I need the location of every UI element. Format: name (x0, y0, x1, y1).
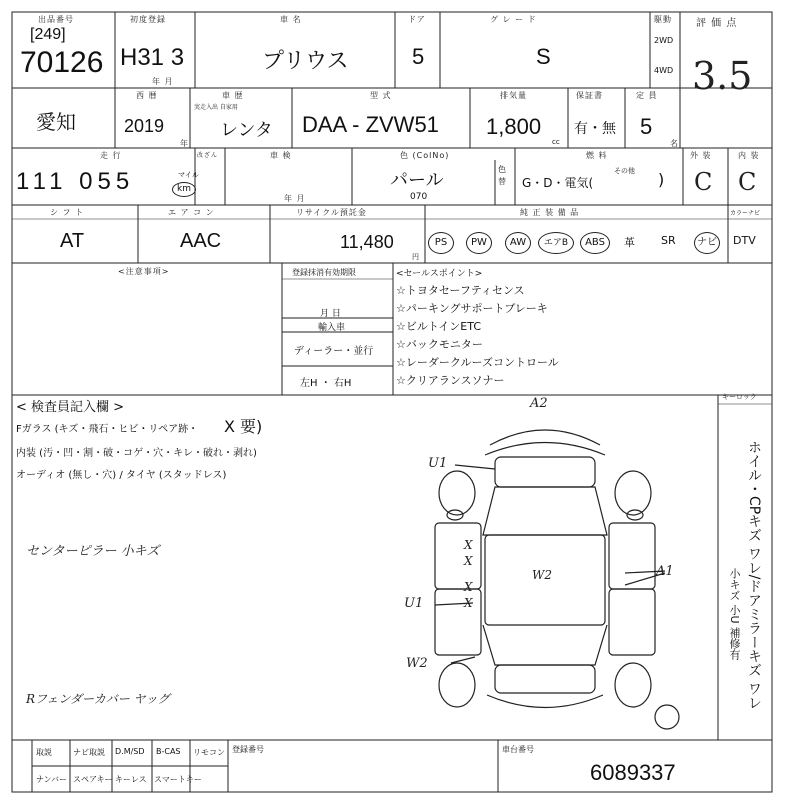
drive-2wd: 2WD (654, 36, 674, 45)
equip-navi: ナビ (694, 232, 720, 254)
steering-value: 左H ・ 右H (300, 378, 352, 389)
doc-remote: リモコン (193, 748, 225, 757)
exterior-label: 外 装 (690, 151, 712, 160)
damage-mark-x1: X (464, 538, 473, 552)
grade-label: グ レ ー ド (490, 15, 537, 24)
doc-navi-manual: ナビ取説 (73, 748, 105, 757)
first-reg-label: 初度登録 (130, 15, 166, 24)
equip-abs: ABS (580, 232, 610, 254)
car-name-label: 車 名 (280, 15, 302, 24)
cc-value: 1,800 (486, 114, 542, 139)
shift-value: AT (60, 230, 85, 252)
use-label: 車 歴 (222, 91, 244, 100)
handwritten-note-2: Rフェンダーカバー ヤッグ (26, 692, 170, 706)
shift-label: シ フ ト (50, 208, 85, 217)
lot-number: 70126 (20, 46, 104, 79)
cc-label: 排気量 (500, 91, 527, 100)
damage-mark-a2: A2 (530, 396, 548, 411)
color-value: パール (390, 170, 444, 191)
damage-mark-a1: A1 (656, 564, 674, 579)
sales-point-1: ☆トヨタセーフティセンス (396, 284, 525, 297)
first-reg-unit: 年 月 (152, 77, 174, 86)
inspection-unit: 年 月 (284, 194, 306, 203)
lot-label: 出品番号 (38, 15, 74, 24)
ac-value: AAC (180, 230, 222, 252)
recycle-unit: 円 (412, 253, 419, 261)
audio-tire-line: オーディオ (無し・穴) / タイヤ (スタッドレス) (16, 470, 227, 481)
color-code: 070 (410, 192, 428, 202)
inspector-title: < 検査員記入欄 > (16, 400, 125, 415)
doc-manual: 取説 (36, 748, 52, 757)
capacity-label: 定 員 (636, 91, 658, 100)
damage-mark-w2-roof: W2 (532, 568, 552, 582)
equip-leather: 革 (624, 236, 635, 249)
score-label: 評 価 点 (696, 18, 738, 29)
inspection-label: 車 検 (270, 151, 292, 160)
doc-keyless: キーレス (115, 775, 147, 784)
cc-unit: cc (552, 138, 560, 146)
mileage-unit-km: km (172, 182, 196, 197)
model-value: DAA - ZVW51 (302, 112, 439, 137)
fuel-other: その他 (614, 167, 635, 175)
key-lock-label: キーロック (722, 393, 757, 401)
doc-bcas: B-CAS (156, 747, 181, 756)
damage-mark-u1-side: U1 (404, 596, 424, 611)
year-unit: 年 (180, 139, 189, 148)
handwritten-note-1: センターピラー 小キズ (26, 544, 160, 559)
mileage-value: 111 055 (16, 168, 135, 195)
damage-mark-u1-front: U1 (428, 456, 448, 471)
sales-points-label: <セールスポイント> (396, 269, 483, 279)
damage-mark-x3: X (464, 580, 473, 594)
keyless-label: カラーナビ (730, 210, 761, 217)
sales-point-3: ☆ビルトインETC (396, 320, 482, 333)
model-label: 型 式 (370, 91, 392, 100)
warranty-label: 保証書 (576, 91, 603, 100)
grade-value: S (536, 44, 551, 69)
reg-expiry-unit: 月 日 (320, 309, 341, 319)
damage-mark-x4: X (464, 596, 473, 610)
warranty-value: 有・無 (574, 121, 616, 137)
year-label: 西 暦 (136, 91, 158, 100)
reg-expiry-label: 登録抹消有効期限 (292, 268, 356, 277)
interior-label: 内 装 (738, 151, 760, 160)
fuel-close-paren: ) (658, 170, 665, 189)
use-sub: 実走入出 自家用 (194, 104, 238, 111)
door-value: 5 (412, 44, 425, 69)
side-note-sub: 小キズ 小U 補修有 (728, 568, 741, 661)
import-value: ディーラー・並行 (294, 346, 374, 357)
equip-aw: AW (505, 232, 531, 254)
color-change-label: 色替 (498, 165, 506, 186)
equip-ps: PS (428, 232, 454, 254)
equip-dtv: DTV (733, 234, 756, 247)
area-value: 愛知 (36, 110, 76, 134)
equip-airbag: エアB (538, 232, 574, 254)
recycle-value: 11,480 (340, 232, 394, 252)
year-value: 2019 (124, 116, 165, 136)
doc-dm-sd: D.M/SD (115, 747, 145, 756)
side-note-text: ホイル・CPキズ ワレ/ドアミラーキズ ワレ (746, 440, 762, 710)
fuel-value: G・D・電気( (522, 176, 594, 190)
frame-number-value: 6089337 (590, 760, 676, 785)
first-reg-value: H31 3 (120, 44, 185, 71)
sales-point-2: ☆パーキングサポートブレーキ (396, 302, 548, 315)
windshield-mark: X 要) (224, 417, 263, 436)
windshield-line: Fガラス (キズ・飛石・ヒビ・リペア跡・ (16, 424, 199, 435)
exterior-value: C (694, 168, 713, 196)
fuel-label: 燃 料 (586, 151, 608, 160)
doc-number-plate: ナンバー (36, 775, 68, 784)
capacity-unit: 名 (670, 139, 679, 148)
recycle-label: リサイクル預託金 (296, 208, 367, 217)
sales-point-6: ☆クリアランスソナー (396, 374, 505, 387)
lot-sub: [249] (30, 26, 66, 43)
door-label: ドア (408, 15, 426, 24)
mileage-label: 走 行 (100, 151, 122, 160)
sales-point-4: ☆バックモニター (396, 338, 483, 351)
score-value: 3.5 (692, 54, 753, 98)
frame-number-label: 車台番号 (502, 745, 534, 754)
drive-label: 駆動 (654, 15, 672, 24)
import-label: 輸入車 (318, 323, 346, 333)
reg-number-label: 登録番号 (232, 745, 264, 754)
sales-point-5: ☆レーダークルーズコントロール (396, 356, 559, 369)
mileage-unit-mile: マイル (178, 171, 199, 179)
equipment-label: 純 正 装 備 品 (520, 208, 580, 217)
doc-smart-key: スマートキー (154, 775, 202, 784)
caution-label: <注意事項> (118, 267, 170, 276)
ac-label: エ ア コ ン (168, 208, 215, 217)
interior-line: 内装 (汚・凹・割・破・コゲ・穴・キレ・破れ・剥れ) (16, 448, 257, 459)
damage-mark-x2: X (464, 554, 473, 568)
equip-sunroof: SR (661, 234, 676, 247)
capacity-value: 5 (640, 114, 653, 139)
meter-label: 改ざん (197, 152, 219, 159)
car-name-value: プリウス (262, 49, 349, 74)
damage-mark-w2-rear: W2 (406, 656, 428, 671)
use-value: レンタ (220, 120, 273, 141)
interior-value: C (738, 168, 757, 196)
color-label: 色 (ColNo) (400, 151, 450, 160)
car-diagram (395, 395, 695, 735)
drive-4wd: 4WD (654, 66, 674, 75)
equip-pw: PW (466, 232, 492, 254)
doc-spare-key: スペアキー (73, 775, 113, 784)
